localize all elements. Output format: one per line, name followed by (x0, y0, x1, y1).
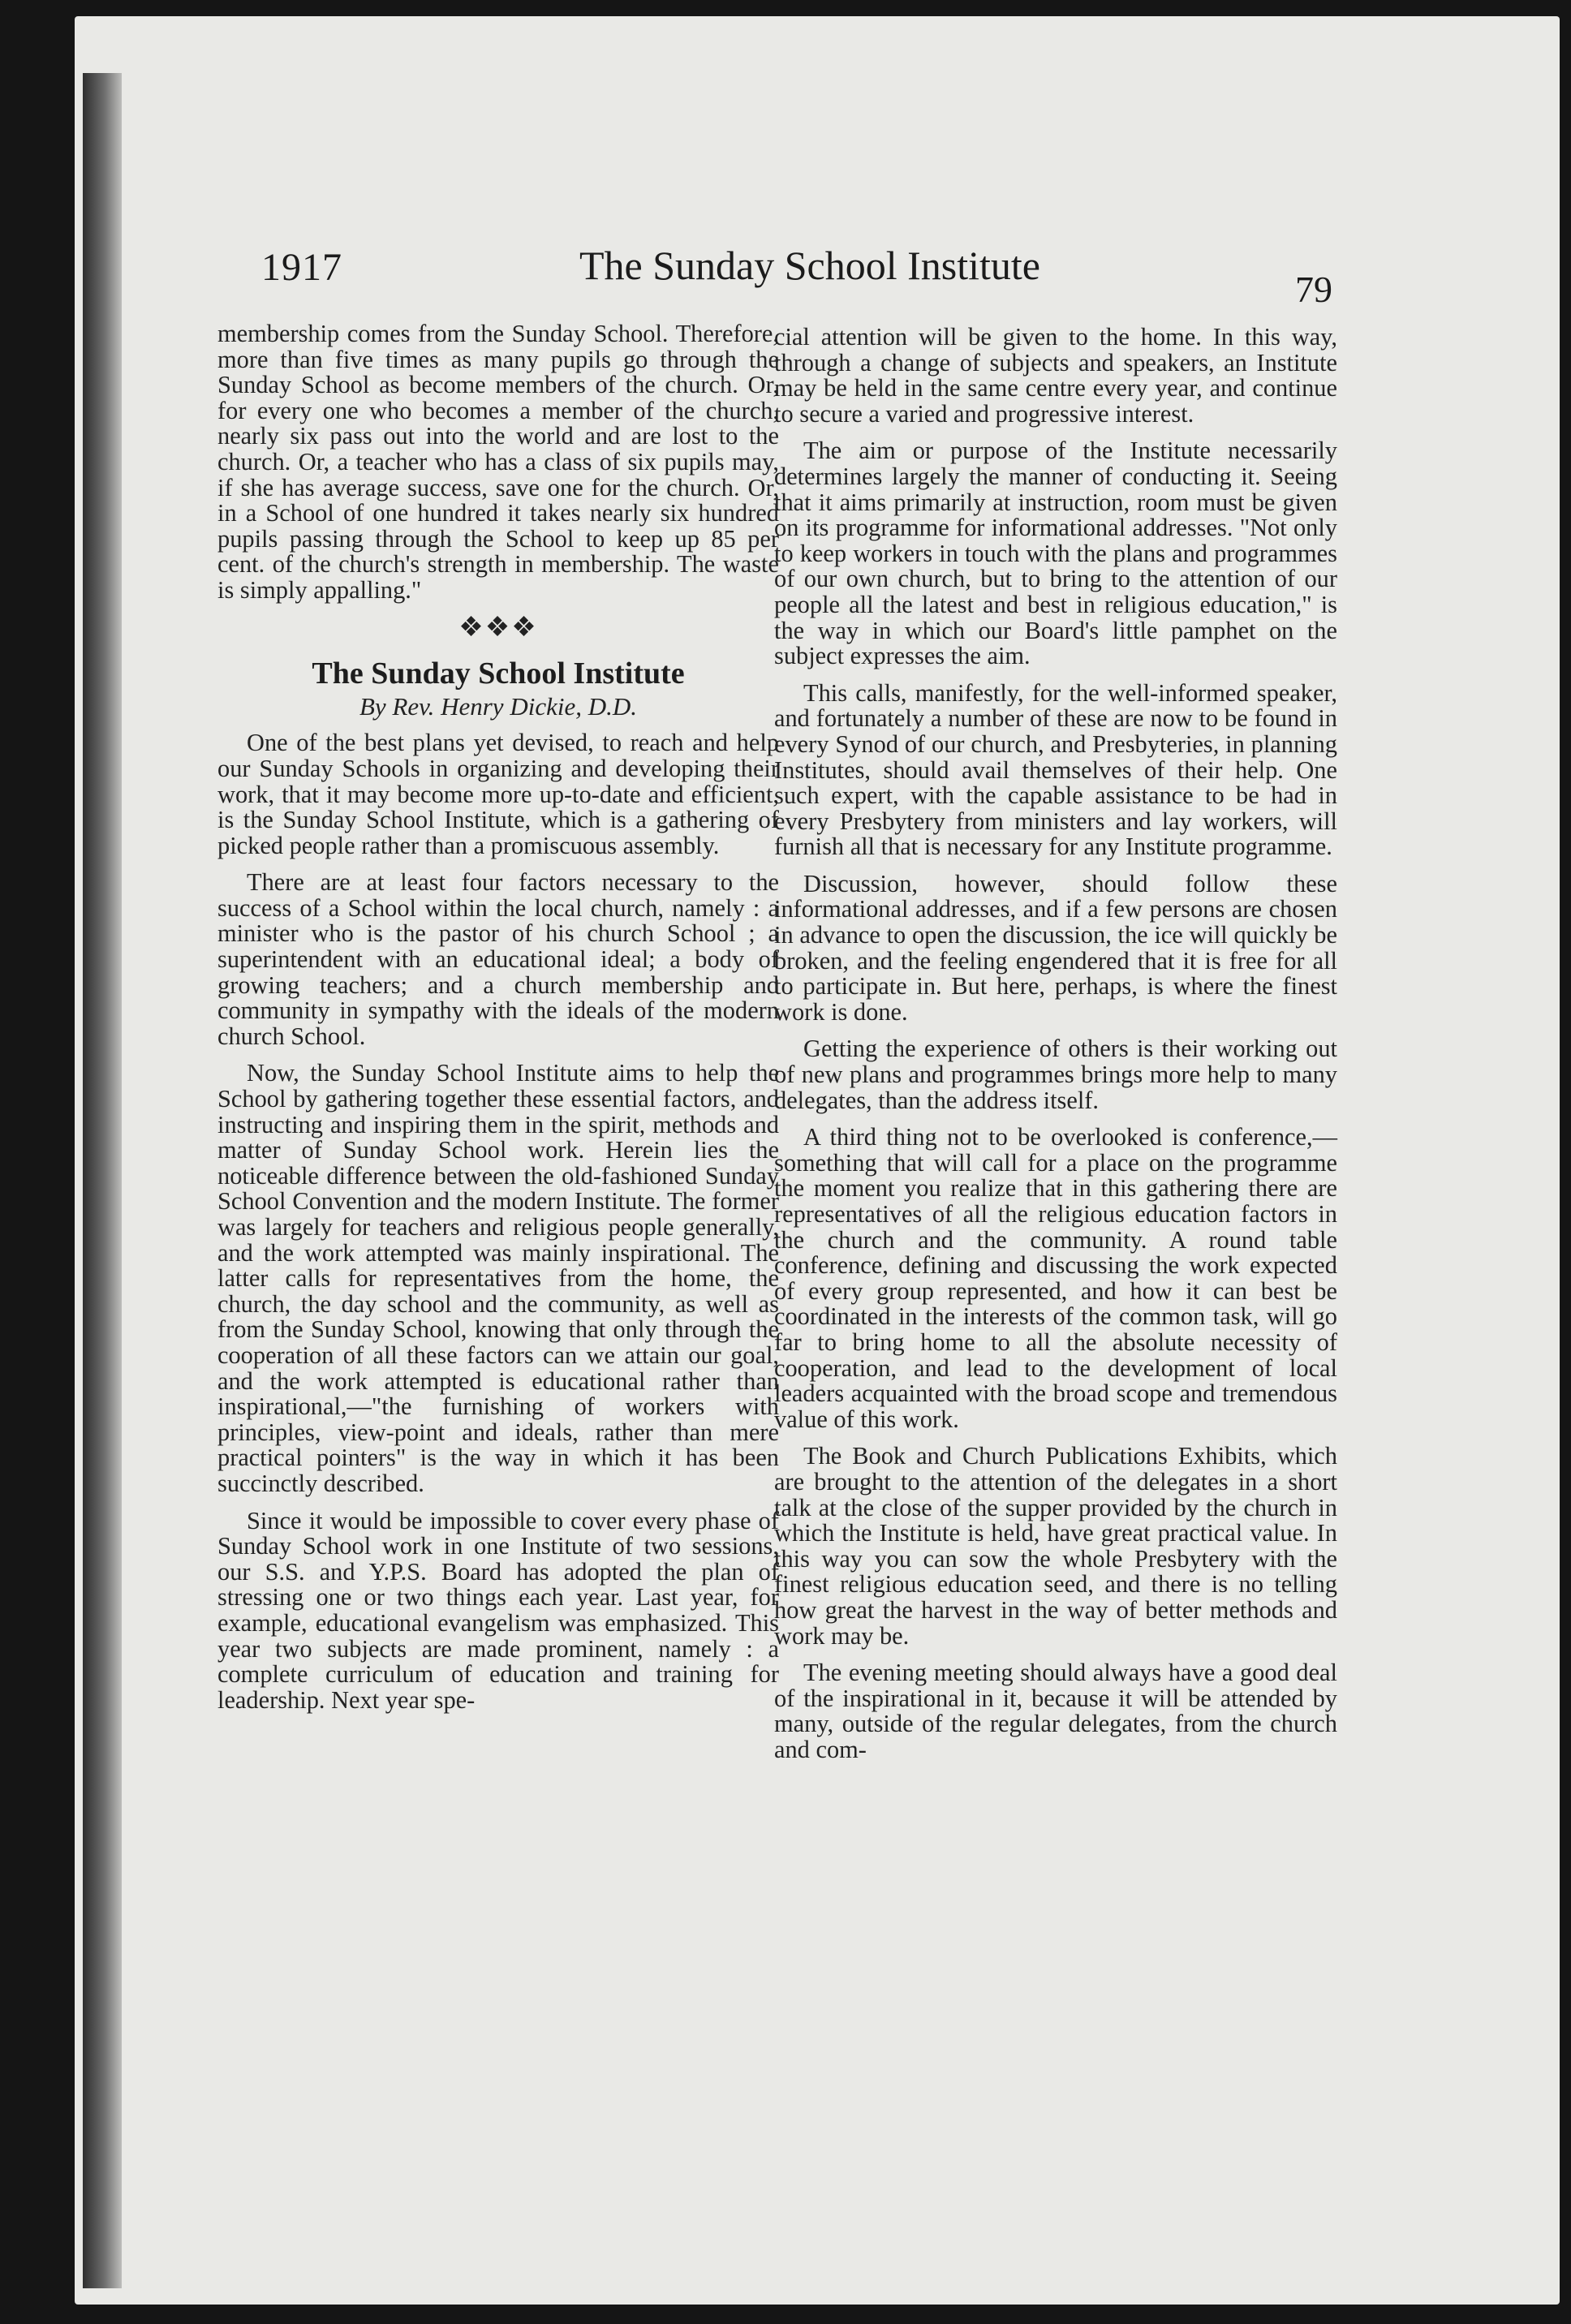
paragraph: Since it would be impossible to cover every phase of Sunday School work in one Institute of two sessions, our S.S. and Y.P.S. Board has adopted the plan of stressing one or two things each year. Last year, for example, educational evangelism was emphasized. This year two subjects are made prominent, namely : a complete curriculum of education and training for leadership. Next year spe- (217, 1506, 779, 1714)
page-binding-shadow (83, 73, 122, 2288)
paragraph: The Book and Church Publications Exhibits, which are brought to the attention of the delegates in a short talk at the close of the supper provided by the church in which the Institute is held, have great practical value. In this way you can sow the whole Presbytery with the finest religious education seed, and there is no telling how great the harvest in the way of better methods and work may be. (774, 1442, 1337, 1650)
paragraph: A third thing not to be overlooked is conference,—something that will call for a place on the programme the moment you realize that in this gathering there are representatives of all the religious education factors in the church and the community. A round table conference, defining and discussing the work expected of every group represented, and how it can best be coordinated in the interests of the common task, will go far to bring home to all the absolute necessity of cooperation, and lead to the development of local leaders acquainted with the broad scope and tremendous value of this work. (774, 1123, 1337, 1433)
continuation-paragraph: cial attention will be given to the home. In this way, through a change of subjects and speakers, an Institute may be held in the same centre every year, and continue to secure a varied and progressive interest. (774, 323, 1337, 428)
paragraph: This calls, manifestly, for the well-informed speaker, and fortunately a number of these are now to be found in every Synod of our church, and Presbyteries, in planning Institutes, should avail themselves of their help. One such expert, with the capable assistance to be had in every Presbytery from ministers and lay workers, will furnish all that is necessary for any Institute programme. (774, 678, 1337, 861)
paragraph: There are at least four factors necessary to the success of a School within the local church, namely : a minister who is the pastor of his church School ; a superintendent with an educational ideal; a body of growing teachers; and a church membership and community in sympathy with the ideals of the modern church School. (217, 868, 779, 1050)
paragraph: Now, the Sunday School Institute aims to help the School by gathering together these essential factors, and instructing and inspiring them in the spirit, methods and matter of Sunday School work. Herein lies the noticeable difference between the old-fashioned Sunday School Convention and the modern Institute. The former was largely for teachers and religious people generally, and the work attempted was mainly inspirational. The latter calls for representatives from the home, the church, the day school and the community, as well as from the Sunday School, knowing that only through the cooperation of all these factors can we attain our goal, and the work attempted is educational rather than inspirational,—"the furnishing of workers with principles, view-point and ideals, rather than mere practical pointers" is the way in which it has been succinctly described. (217, 1059, 779, 1497)
paragraph: The evening meeting should always have a good deal of the inspirational in it, because it will be attended by many, outside of the regular delegates, from the church and com- (774, 1659, 1337, 1763)
paragraph: Discussion, however, should follow these informational addresses, and if a few persons are chosen in advance to open the discussion, the ice will quickly be broken, and the feeling engendered that it is free for all to participate in. But here, perhaps, is where the finest work is done. (774, 869, 1337, 1026)
intro-paragraph: membership comes from the Sunday School. Therefore, more than five times as many pupils go through the Sunday School as become members of the church. Or, for every one who becomes a member of the church, nearly six pass out into the world and are lost to the church. Or, a teacher who has a class of six pupils may, if she has average success, save one for the church. Or, in a School of one hundred it takes nearly six hundred pupils passing through the School to keep up 85 per cent. of the church's strength in membership. The waste is simply appalling." (217, 320, 779, 604)
section-ornament: ❖❖❖ (458, 612, 538, 643)
right-column (774, 325, 1337, 1762)
page-number: 79 (1295, 269, 1332, 310)
article-title: The Sunday School Institute (312, 656, 685, 691)
paragraph: The aim or purpose of the Institute necessarily determines largely the manner of conducting it. Seeing that it aims primarily at instruction, room must be given on its programme for informational addresses. "Not only to keep workers in touch with the plans and programmes of our own church, but to bring to the attention of our people all the latest and best in religious education," is the way in which our Board's little pamphet on the subject expresses the aim. (774, 437, 1337, 670)
paragraph: One of the best plans yet devised, to reach and help our Sunday Schools in organizing and developing their work, that it may become more up-to-date and efficient, is the Sunday School Institute, which is a gathering of picked people rather than a promiscuous assembly. (217, 729, 779, 859)
running-header-title: The Sunday School Institute (579, 243, 1040, 288)
header-year: 1917 (261, 246, 342, 289)
left-column (217, 321, 779, 1713)
paragraph: Getting the experience of others is their working out of new plans and programmes brings more help to many delegates, than the address itself. (774, 1035, 1337, 1114)
article-byline: By Rev. Henry Dickie, D.D. (359, 691, 637, 721)
